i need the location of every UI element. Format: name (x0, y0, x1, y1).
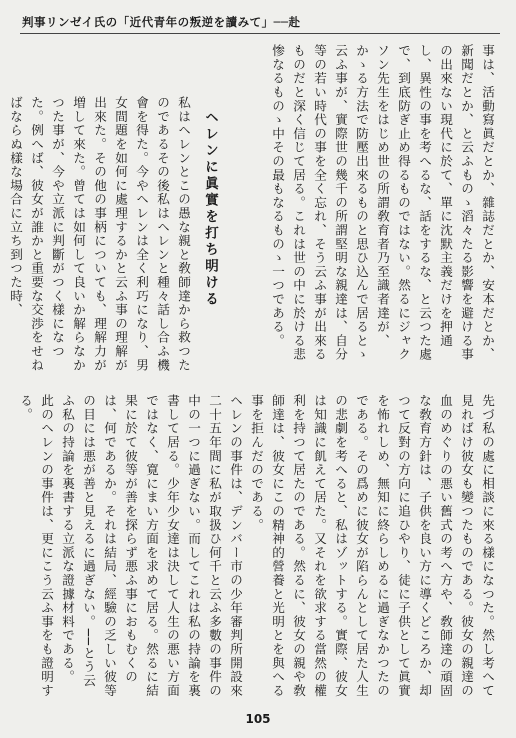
paragraph: 先づ私の處に相談に來る樣になつた。然し考へて見ればけ彼女も變つたものである。彼女の親達の血のめぐりの悪い舊式の考へ方や、敎師達の頑固な敎育方針は、子供を良い方に導くどころか、却つて反對の方向に追ひやり、徒に子供として眞實を怖れしめ、無知に終らしめるに過ぎなかつたのである。その爲めに彼女が陷らんとして居た人生の悲劇を考へると、私はゾットする。實際、彼女は知識に飢えて居た。又それを欲求する當然の權利を持つて居たのである。然るに、彼女の親や敎師達は、彼女にこの精神的營養と光明とを與へる事を拒んだのである。 (249, 394, 495, 698)
top-section-text (198, 44, 498, 374)
paragraph: 私はヘレンとこの愚な親と敎師達から救つたのであるその後私はヘレンと種々話し合ふ機會を得た。今やヘレンは全く利巧になり、男女間題を如何に處理するかと云ふ事の理解が出來た。その他の事柄についても、理解力が増して來た。曾ては如何して良いか解らなかつた事が、今や立派に判斷がつく樣になつた。例へば、彼女が誰かと重要な交渉をせねばならぬ樣な場合に立ち到つた時、 (8, 96, 191, 372)
running-header: 判事リンゼイ氏の「近代青年の叛逆を讀みて」──赴 (22, 15, 301, 29)
bottom-section-text (18, 394, 498, 699)
paragraph: 事は、活動寫眞だとか、雜誌だとか、安本だとか、新聞だとか、と云ふものゝ滔々たる影響を避ける事の出來ない現代に於て、單に沈默主義だけを押通し、異性の事を考へるな、話をするな、と云つた處で、到底防ぎ止め得るものではない。然るにジャクソン先生をはじめ世の所謂敎育者乃至識者達が、かゝる方法で防壓出來るものと思ひ込んで居るとゝ云ふ事が、實際世の幾千の所謂堅明な親達は、自分等の若い時代の事を全く忘れ、そう云ふ事が出來るものだと深く信じて居る。これは世の中に於ける悲惨なるものゝ中その最もなるものゝ一つである。 (270, 44, 495, 362)
header-rule (20, 33, 500, 34)
paragraph: 此のヘレンの事件は、更にこう云ふ事をも證明する。 (18, 394, 54, 698)
paragraph: ヘレンの事件は、デンバー市の少年審判所開設來二十五年間に私が取扱ひ何千と云ふ多數の事件の中の一つに過ぎない。而してこれは私の持論を裏書して居る。少年少女達は決して人生の悪い方面ではなく、寛にまい方面を求めて居る。然るに結果に於て彼等が善を探らず悪ふ事におもむくのは、何であるか。それは結局、經驗の乏しい彼等の目には悪が善と見えるに過ぎない。──とう云ふ私の持論を裏書する立派な證據材料である。 (60, 394, 243, 698)
page-number: 105 (245, 712, 271, 726)
top-section-text-continued (8, 96, 194, 374)
section-heading: ヘレンに眞實を打ち明ける (202, 110, 218, 308)
